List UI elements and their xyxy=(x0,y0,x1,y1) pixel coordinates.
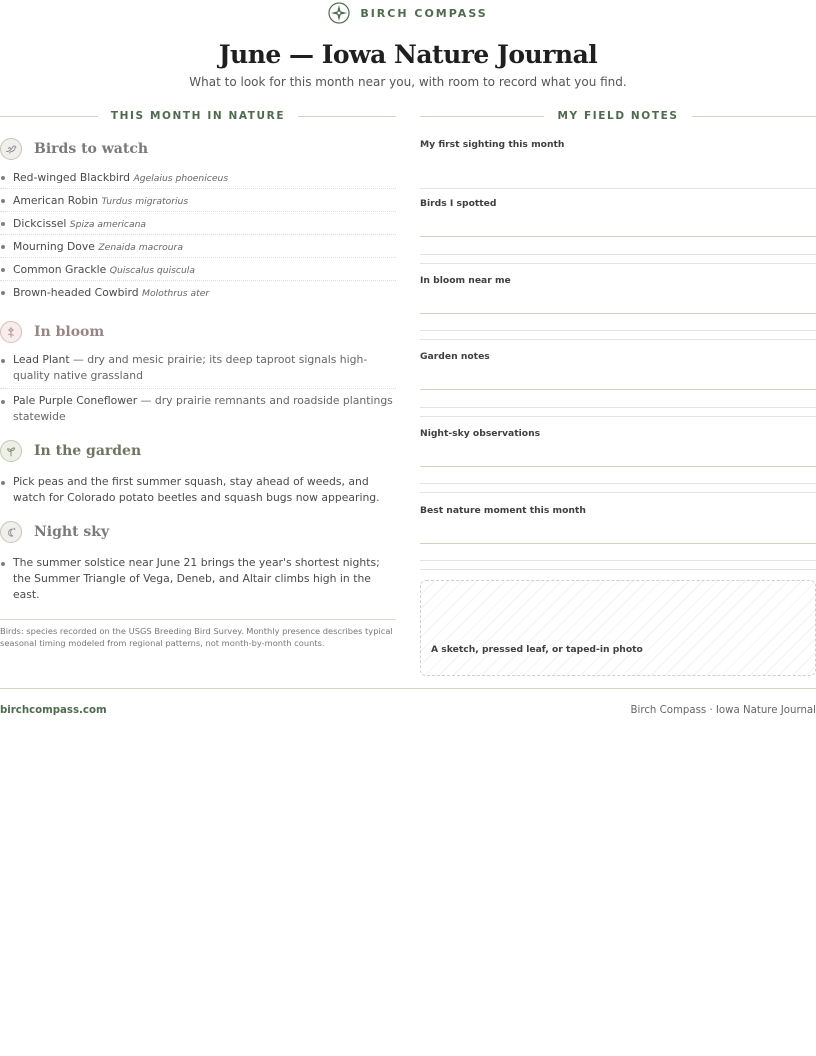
bloom-heading xyxy=(0,319,396,345)
bird-icon xyxy=(0,138,22,160)
plant-note: — dry and mesic prairie; its deep taproot signals high-quality native grassland xyxy=(13,353,368,382)
writing-line[interactable] xyxy=(420,407,816,408)
sky-list xyxy=(0,551,396,607)
left-section-heading xyxy=(0,110,396,122)
photo-box[interactable] xyxy=(420,580,816,676)
sky-heading xyxy=(0,519,396,545)
bloom-title: In bloom xyxy=(34,324,105,340)
flower-icon xyxy=(0,321,22,343)
writing-line[interactable] xyxy=(420,188,816,189)
right-section-label: MY FIELD NOTES xyxy=(557,110,679,122)
moon-stars-icon xyxy=(0,521,22,543)
bird-name: American Robin xyxy=(13,194,99,207)
bird-sci-name: Quiscalus quiscula xyxy=(109,265,195,276)
compass-star-icon xyxy=(328,2,350,24)
list-item xyxy=(0,389,396,429)
list-item xyxy=(0,348,396,389)
writing-line[interactable] xyxy=(420,263,816,264)
field-best-moment xyxy=(420,505,816,570)
sprout-icon xyxy=(0,440,22,462)
photo-label: A sketch, pressed leaf, or taped-in photo xyxy=(431,644,643,655)
list-item: Pick peas and the first summer squash, stay ahead of weeds, and watch for Colorado potato beetles and squash bugs now appearing. xyxy=(0,470,396,510)
right-section-heading xyxy=(420,110,816,122)
garden-title: In the garden xyxy=(34,443,142,459)
writing-line[interactable] xyxy=(420,483,816,484)
footer-credit: Birch Compass · Iowa Nature Journal xyxy=(630,705,816,716)
bird-sci-name: Molothrus ater xyxy=(142,288,210,299)
divider xyxy=(0,116,98,117)
footer-site-link[interactable]: birchcompass.com xyxy=(0,705,107,716)
bird-sci-name: Spiza americana xyxy=(69,219,147,230)
writing-line[interactable] xyxy=(420,254,816,255)
writing-line[interactable] xyxy=(420,389,816,390)
birds-list xyxy=(0,166,396,304)
field-in-bloom xyxy=(420,275,816,340)
divider xyxy=(692,116,816,117)
list-item xyxy=(0,189,396,212)
field-label: Birds I spotted xyxy=(420,198,497,209)
list-item xyxy=(0,258,396,281)
brand-name: BIRCH COMPASS xyxy=(360,6,488,20)
field-label: Night-sky observations xyxy=(420,428,541,439)
writing-line[interactable] xyxy=(420,543,816,544)
bird-sci-name: Agelaius phoeniceus xyxy=(133,173,229,184)
page-subtitle: What to look for this month near you, with room to record what you find. xyxy=(189,75,627,89)
list-item xyxy=(0,212,396,235)
writing-line[interactable] xyxy=(420,416,816,417)
nature-column xyxy=(0,136,396,649)
writing-line[interactable] xyxy=(420,330,816,331)
garden-list xyxy=(0,470,396,510)
footer-divider xyxy=(0,688,816,689)
writing-line[interactable] xyxy=(420,339,816,340)
field-first-sighting xyxy=(420,139,816,189)
list-item: The summer solstice near June 21 brings the year's shortest nights; the Summer Triangle of Vega, Deneb, and Altair climbs high in the east. xyxy=(0,551,396,607)
page-title: June — Iowa Nature Journal xyxy=(218,40,598,69)
divider xyxy=(420,116,544,117)
writing-line[interactable] xyxy=(420,236,816,237)
field-garden-notes xyxy=(420,351,816,417)
field-label: Garden notes xyxy=(420,351,490,362)
brand xyxy=(0,2,816,24)
field-birds-spotted xyxy=(420,198,816,264)
footnote: Birds: species recorded on the USGS Breeding Bird Survey. Monthly presence describes typical seasonal timing modeled from regional patterns, not month-by-month counts. xyxy=(0,619,396,649)
plant-note: — dry prairie remnants and roadside plantings statewide xyxy=(13,394,393,423)
bird-sci-name: Zenaida macroura xyxy=(98,242,183,253)
bloom-list xyxy=(0,348,396,429)
writing-line[interactable] xyxy=(420,569,816,570)
bird-name: Mourning Dove xyxy=(13,240,95,253)
bird-name: Dickcissel xyxy=(13,217,67,230)
bird-name: Red-winged Blackbird xyxy=(13,171,131,184)
plant-name: Lead Plant xyxy=(13,353,70,366)
writing-line[interactable] xyxy=(420,560,816,561)
left-section-label: THIS MONTH IN NATURE xyxy=(110,110,286,122)
bird-name: Common Grackle xyxy=(13,263,107,276)
bird-sci-name: Turdus migratorius xyxy=(101,196,189,207)
field-label: Best nature moment this month xyxy=(420,505,586,516)
list-item xyxy=(0,166,396,189)
divider xyxy=(298,116,396,117)
birds-title: Birds to watch xyxy=(34,141,149,157)
sky-title: Night sky xyxy=(34,524,110,540)
writing-line[interactable] xyxy=(420,492,816,493)
bird-name: Brown-headed Cowbird xyxy=(13,286,139,299)
field-label: In bloom near me xyxy=(420,275,511,286)
garden-heading xyxy=(0,438,396,464)
field-night-sky xyxy=(420,428,816,493)
writing-line[interactable] xyxy=(420,313,816,314)
birds-heading xyxy=(0,136,396,162)
list-item xyxy=(0,235,396,258)
writing-line[interactable] xyxy=(420,466,816,467)
plant-name: Pale Purple Coneflower xyxy=(13,394,138,407)
field-label: My first sighting this month xyxy=(420,139,565,150)
list-item xyxy=(0,281,396,304)
